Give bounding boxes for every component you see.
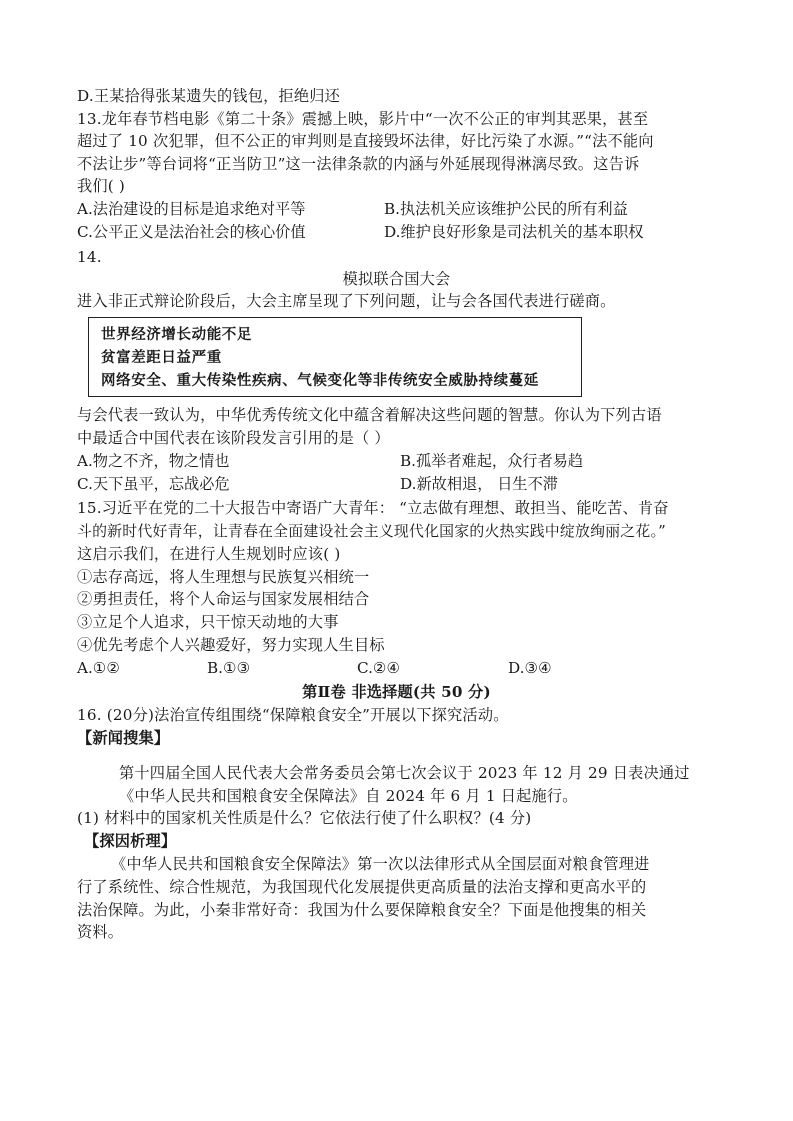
box-line: 网络安全、重大传染性疾病、气候变化等非传统安全威胁持续蔓延 xyxy=(101,373,539,389)
q16-news-line: 《中华人民共和国粮食安全保障法》自 2024 年 6 月 1 日起施行。 xyxy=(119,787,578,805)
q15-line: 这启示我们，在进行人生规划时应该( ) xyxy=(77,545,341,563)
box-line: 世界经济增长动能不足 xyxy=(101,327,252,343)
q14-number: 14. xyxy=(77,248,102,266)
q12-option-d: D.王某拾得张某遗失的钱包，拒绝归还 xyxy=(77,87,341,105)
q15-option-a: A.①② xyxy=(77,659,121,677)
q16-analysis-line: 《中华人民共和国粮食安全保障法》第一次以法律形式从全国层面对粮食管理进 xyxy=(111,855,650,873)
q14-line: 与会代表一致认为，中华优秀传统文化中蕴含着解决这些问题的智慧。你认为下列古语 xyxy=(77,406,662,424)
q16-analysis-line: 资料。 xyxy=(77,923,124,941)
q16-analysis-heading: 【探因析理】 xyxy=(84,832,177,850)
q14-title: 模拟联合国大会 xyxy=(342,270,451,288)
q15-statement: ①志存高远，将人生理想与民族复兴相统一 xyxy=(77,568,370,586)
q13-option-d: D.维护良好形象是司法机关的基本职权 xyxy=(384,223,644,241)
q15-option-c: C.②④ xyxy=(357,659,401,677)
section-2-title: 第Ⅱ卷 非选择题(共 50 分) xyxy=(302,683,491,701)
q14-option-a: A.物之不齐，物之情也 xyxy=(77,452,230,470)
box-line: 贫富差距日益严重 xyxy=(101,350,222,366)
q14-problem-box xyxy=(88,317,582,397)
q16-news-heading: 【新闻搜集】 xyxy=(77,729,170,747)
q14-option-b: B.孤举者难起，众行者易趋 xyxy=(400,452,584,470)
q15-option-d: D.③④ xyxy=(508,659,552,677)
q16-stem: 16. (20分)法治宣传组围绕“保障粮食安全”开展以下探究活动。 xyxy=(77,706,509,724)
q15-option-b: B.①③ xyxy=(207,659,251,677)
q16-analysis-line: 法治保障。为此，小秦非常好奇：我国为什么要保障粮食安全？下面是他搜集的相关 xyxy=(77,901,647,919)
q16-subquestion-1: (1) 材料中的国家机关性质是什么？它依法行使了什么职权？(4 分) xyxy=(77,809,532,827)
q13-line: 我们( ) xyxy=(77,177,126,195)
q14-intro: 进入非正式辩论阶段后，大会主席呈现了下列问题，让与会各国代表进行磋商。 xyxy=(77,292,616,310)
q14-option-d: D.新故相退， 日生不滞 xyxy=(400,475,558,493)
q16-news-line: 第十四届全国人民代表大会常务委员会第七次会议于 2023 年 12 月 29 日表决通过 xyxy=(119,764,690,782)
q16-analysis-line: 行了系统性、综合性规范，为我国现代化发展提供更高质量的法治支撑和更高水平的 xyxy=(77,878,647,896)
q15-line: 15.习近平在党的二十大报告中寄语广大青年： “立志做有理想、敢担当、能吃苦、肯奋 xyxy=(77,499,669,517)
q15-statement: ③立足个人追求，只干惊天动地的大事 xyxy=(77,613,339,631)
q15-statement: ④优先考虑个人兴趣爱好，努力实现人生目标 xyxy=(77,636,385,654)
q15-statement: ②勇担责任，将个人命运与国家发展相结合 xyxy=(77,590,370,608)
q13-line: 超过了 10 次犯罪，但不公正的审判则是直接毁坏法律，好比污染了水源。”“法不能向 xyxy=(77,132,654,150)
q13-option-b: B.执法机关应该维护公民的所有利益 xyxy=(384,200,628,218)
q13-option-a: A.法治建设的目标是追求绝对平等 xyxy=(77,200,306,218)
q13-line: 13.龙年春节档电影《第二十条》震撼上映，影片中“一次不公正的审判其恶果，甚至 xyxy=(77,110,649,128)
q13-option-c: C.公平正义是法治社会的核心价值 xyxy=(77,223,306,241)
q15-line: 斗的新时代好青年，让青春在全面建设社会主义现代化国家的火热实践中绽放绚丽之花。” xyxy=(77,522,666,540)
q13-line: 不法让步”等台词将“正当防卫”这一法律条款的内涵与外延展现得淋漓尽致。这告诉 xyxy=(77,155,640,173)
q14-line: 中最适合中国代表在该阶段发言引用的是（ ） xyxy=(77,429,390,447)
q14-option-c: C.天下虽平，忘战必危 xyxy=(77,475,230,493)
